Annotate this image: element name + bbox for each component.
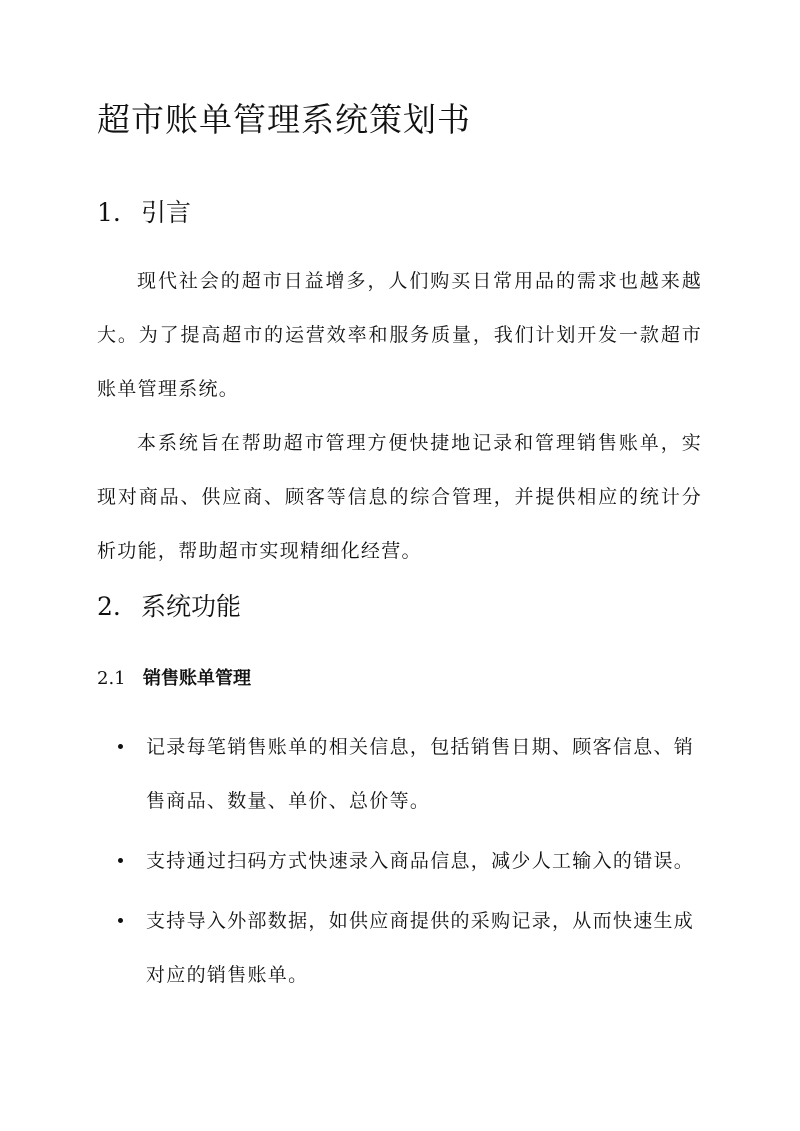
subsection-number: 2.1 [97,668,126,689]
section-number: 2. [97,592,121,621]
document-title: 超市账单管理系统策划书 [97,100,471,139]
section-heading-features [97,590,241,624]
section-number: 1. [97,198,121,227]
list-item-text: 支持导入外部数据，如供应商提供的采购记录，从而快速生成对应的销售账单。 [146,910,695,986]
bullet-icon [118,918,123,923]
list-item [97,834,697,888]
section-title: 引言 [141,198,192,227]
bullet-icon [118,858,123,863]
subsection-title: 销售账单管理 [143,668,251,689]
section-heading-intro [97,196,191,230]
bullet-icon [118,744,123,749]
list-item-text: 记录每笔销售账单的相关信息，包括销售日期、顾客信息、销售商品、数量、单价、总价等。 [146,736,695,812]
intro-paragraph-2: 本系统旨在帮助超市管理方便快捷地记录和管理销售账单，实现对商品、供应商、顾客等信息的综合管理，并提供相应的统计分析功能，帮助超市实现精细化经营。 [97,432,702,562]
feature-bullet-list [97,720,697,1008]
list-item [97,720,697,828]
intro-paragraph-1: 现代社会的超市日益增多，人们购买日常用品的需求也越来越大。为了提高超市的运营效率和服务质量，我们计划开发一款超市账单管理系统。 [97,270,702,400]
list-item [97,894,697,1002]
list-item-text: 支持通过扫码方式快速录入商品信息，减少人工输入的错误。 [146,850,695,872]
subsection-heading-sales-bills [97,666,251,692]
section-title: 系统功能 [141,592,242,621]
